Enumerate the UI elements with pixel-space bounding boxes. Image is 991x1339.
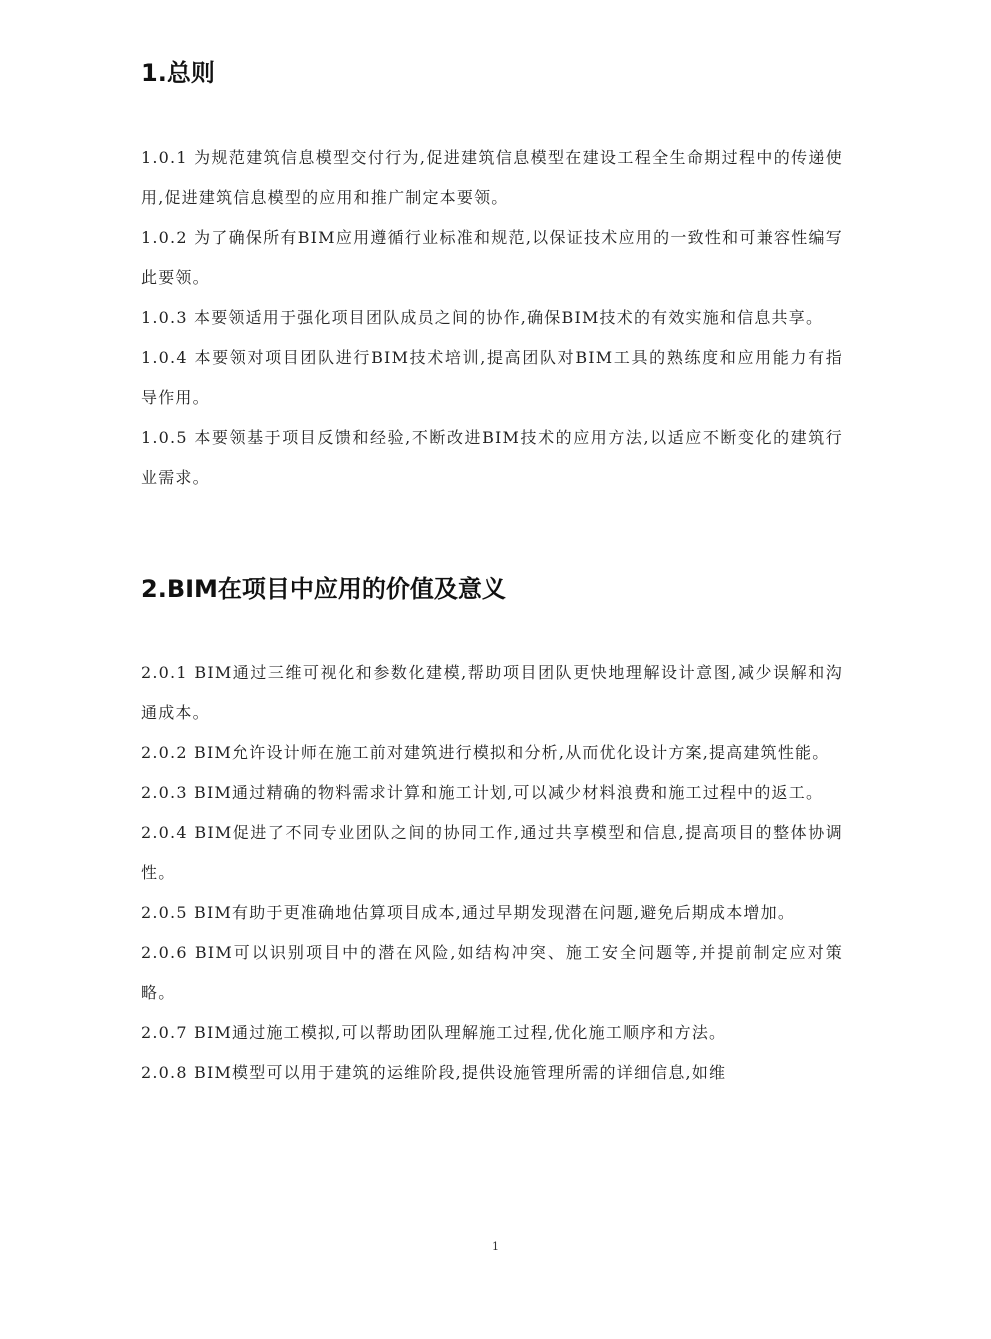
section-2-heading: 2.BIM在项目中应用的价值及意义: [141, 575, 506, 603]
section-1-body: [141, 138, 843, 498]
clause-1-0-2: 1.0.2 为了确保所有BIM应用遵循行业标准和规范,以保证技术应用的一致性和可兼容性编写此要领。: [141, 228, 843, 287]
clause-2-0-5: 2.0.5 BIM有助于更准确地估算项目成本,通过早期发现潜在问题,避免后期成本增加。: [141, 903, 796, 922]
clause-2-0-3: 2.0.3 BIM通过精确的物料需求计算和施工计划,可以减少材料浪费和施工过程中的返工。: [141, 783, 824, 802]
clause-2-0-6: 2.0.6 BIM可以识别项目中的潜在风险,如结构冲突、施工安全问题等,并提前制定应对策略。: [141, 943, 843, 1002]
clause-2-0-7: 2.0.7 BIM通过施工模拟,可以帮助团队理解施工过程,优化施工顺序和方法。: [141, 1023, 727, 1042]
clause-2-0-4: 2.0.4 BIM促进了不同专业团队之间的协同工作,通过共享模型和信息,提高项目的整体协调性。: [141, 823, 843, 882]
page-number: 1: [492, 1240, 499, 1253]
clause-1-0-3: 1.0.3 本要领适用于强化项目团队成员之间的协作,确保BIM技术的有效实施和信息共享。: [141, 308, 824, 327]
clause-2-0-2: 2.0.2 BIM允许设计师在施工前对建筑进行模拟和分析,从而优化设计方案,提高建筑性能。: [141, 743, 830, 762]
clause-1-0-4: 1.0.4 本要领对项目团队进行BIM技术培训,提高团队对BIM工具的熟练度和应用能力有指导作用。: [141, 348, 843, 407]
section-1-heading: 1.总则: [141, 59, 215, 87]
clause-1-0-5: 1.0.5 本要领基于项目反馈和经验,不断改进BIM技术的应用方法,以适应不断变化的建筑行业需求。: [141, 428, 843, 487]
clause-2-0-8: 2.0.8 BIM模型可以用于建筑的运维阶段,提供设施管理所需的详细信息,如维: [141, 1063, 727, 1082]
section-2-body: [141, 653, 843, 1093]
clause-2-0-1: 2.0.1 BIM通过三维可视化和参数化建模,帮助项目团队更快地理解设计意图,减少误解和沟通成本。: [141, 663, 843, 722]
clause-1-0-1: 1.0.1 为规范建筑信息模型交付行为,促进建筑信息模型在建设工程全生命期过程中的传递使用,促进建筑信息模型的应用和推广制定本要领。: [141, 148, 843, 207]
